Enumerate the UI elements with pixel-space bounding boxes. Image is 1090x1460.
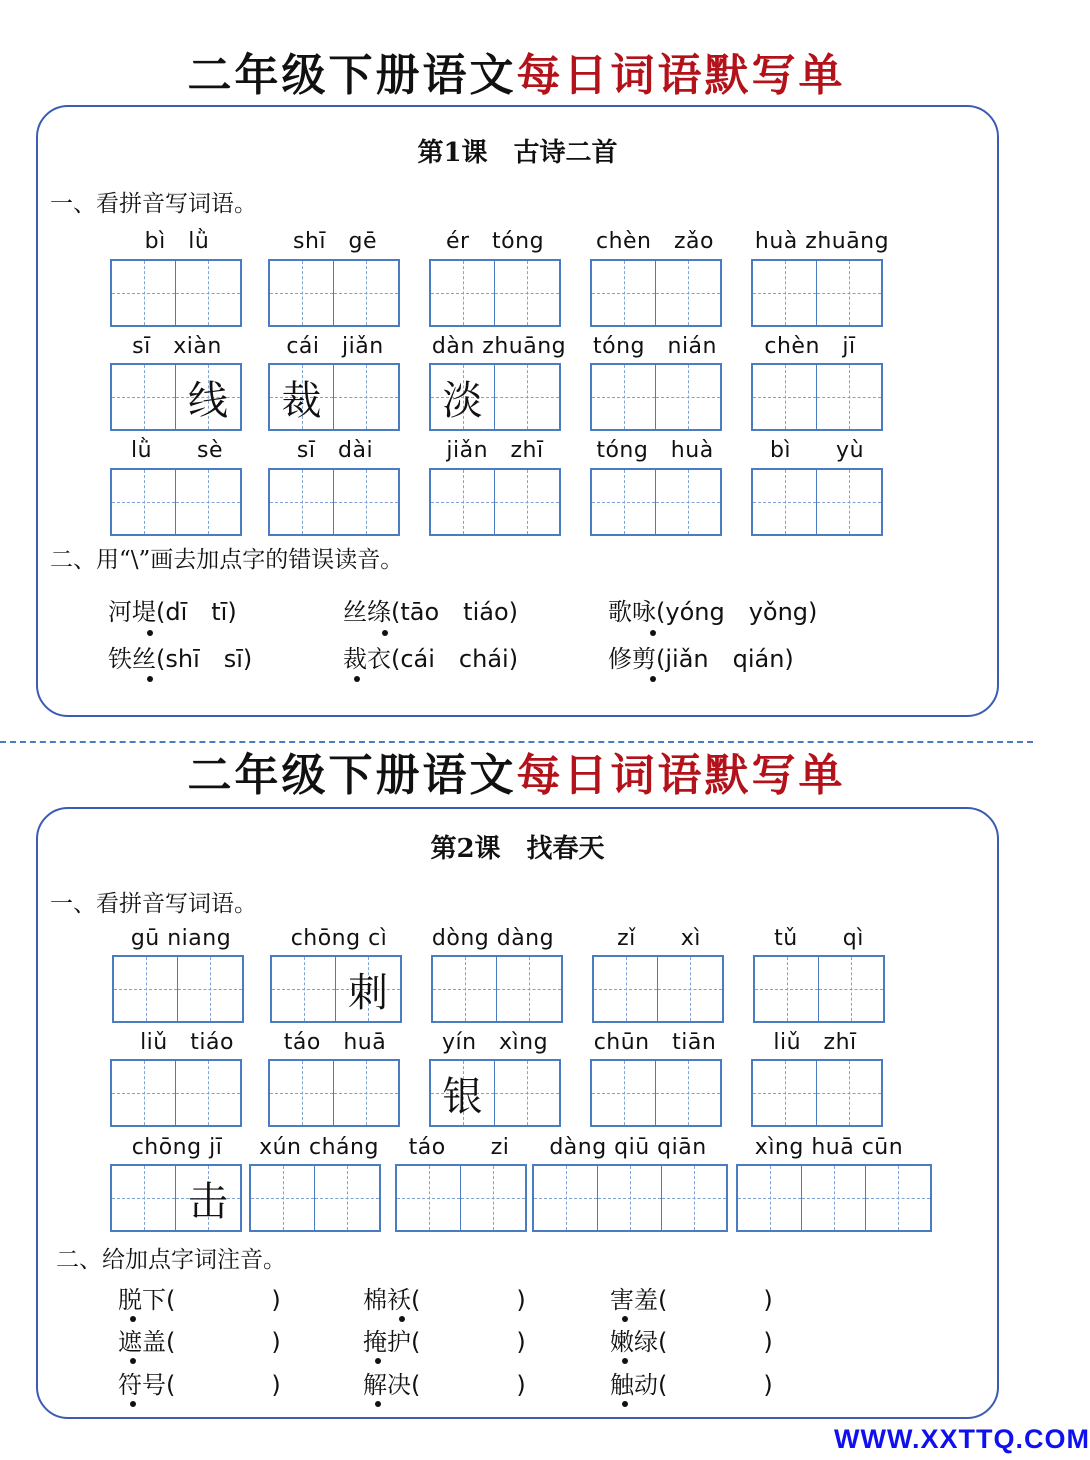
writing-grid[interactable] xyxy=(751,259,883,327)
writing-grid[interactable] xyxy=(590,1059,722,1127)
writing-grid[interactable] xyxy=(429,1059,561,1127)
emphasis-dot xyxy=(375,1401,381,1407)
reading-choice[interactable]: 丝绦(tāo tiáo) xyxy=(343,598,518,626)
sheet2-section2-heading: 二、给加点字词注音。 xyxy=(56,1247,286,1273)
sheet2-pinyin: chōng jī xyxy=(131,1135,223,1160)
writing-grid[interactable] xyxy=(590,363,722,431)
reading-choice[interactable]: 歌咏(yóng yǒng) xyxy=(608,598,818,626)
sheet1-section1-heading: 一、看拼音写词语。 xyxy=(50,191,257,217)
sheet2-pinyin: liǔ tiáo xyxy=(140,1030,234,1055)
reading-choice[interactable]: 修剪(jiǎn qián) xyxy=(608,645,794,673)
reading-choice[interactable]: 河堤(dī tī) xyxy=(108,598,237,626)
sheet2-pinyin: xìng huā cūn xyxy=(754,1135,904,1160)
sheet1-pinyin: dàn zhuāng xyxy=(431,334,567,359)
given-character: 裁 xyxy=(281,377,322,424)
writing-grid[interactable] xyxy=(751,468,883,536)
writing-grid[interactable] xyxy=(249,1164,381,1232)
writing-grid[interactable] xyxy=(751,363,883,431)
annotate-item[interactable]: 害羞( ) xyxy=(610,1286,773,1314)
sheet1-title-black: 二年级下册语文 xyxy=(187,50,517,101)
sheet1-lesson-title: 第1课 古诗二首 xyxy=(417,138,618,168)
emphasis-dot xyxy=(622,1401,628,1407)
given-character: 击 xyxy=(188,1178,228,1225)
sheet1-pinyin: ér tóng xyxy=(445,229,545,254)
sheet1-card xyxy=(36,105,999,717)
sheet2-pinyin: yín xìng xyxy=(441,1030,549,1055)
sheet1-pinyin: huà zhuāng xyxy=(754,229,890,254)
website-watermark[interactable]: WWW.XXTTQ.COM xyxy=(834,1424,1090,1454)
sheet2-pinyin: xún cháng xyxy=(259,1135,379,1160)
sheet2-section1-heading: 一、看拼音写词语。 xyxy=(50,891,257,917)
sheet1-pinyin: tóng nián xyxy=(593,334,717,359)
emphasis-dot xyxy=(650,676,656,682)
emphasis-dot xyxy=(382,630,388,636)
emphasis-dot xyxy=(399,1316,405,1322)
sheet1-section2-heading: 二、用“\”画去加点字的错误读音。 xyxy=(50,547,404,573)
sheet2-pinyin: dòng dàng xyxy=(431,926,555,951)
writing-grid[interactable] xyxy=(736,1164,932,1232)
sheet2-pinyin: dàng qiū qiān xyxy=(549,1135,707,1160)
annotate-item[interactable]: 脱下( ) xyxy=(118,1286,281,1314)
sheet2-title-red: 每日词语默写单 xyxy=(516,750,846,801)
writing-grid[interactable] xyxy=(268,1059,400,1127)
sheet2-pinyin: táo huā xyxy=(283,1030,387,1055)
given-character: 刺 xyxy=(348,969,388,1016)
writing-grid[interactable] xyxy=(110,1164,242,1232)
writing-grid[interactable] xyxy=(270,955,402,1023)
writing-grid[interactable] xyxy=(590,259,722,327)
sheet2-pinyin: chūn tiān xyxy=(593,1030,717,1055)
writing-grid[interactable] xyxy=(429,259,561,327)
reading-choice[interactable]: 裁衣(cái chái) xyxy=(343,645,519,673)
emphasis-dot xyxy=(622,1358,628,1364)
sheet2-pinyin: liǔ zhī xyxy=(773,1030,857,1055)
emphasis-dot xyxy=(130,1401,136,1407)
cut-line xyxy=(0,741,1033,743)
writing-grid[interactable] xyxy=(268,468,400,536)
sheet1-header xyxy=(0,48,1033,104)
emphasis-dot xyxy=(130,1316,136,1322)
annotate-item[interactable]: 遮盖( ) xyxy=(118,1328,281,1356)
writing-grid[interactable] xyxy=(429,363,561,431)
reading-choice[interactable]: 铁丝(shī sī) xyxy=(108,645,253,673)
sheet1-pinyin: jiǎn zhī xyxy=(446,438,544,463)
emphasis-dot xyxy=(130,1358,136,1364)
sheet1-pinyin: chèn jī xyxy=(764,334,856,359)
sheet1-pinyin: bì yù xyxy=(769,438,865,463)
writing-grid[interactable] xyxy=(590,468,722,536)
writing-grid[interactable] xyxy=(592,955,724,1023)
sheet1-pinyin: tóng huà xyxy=(596,438,714,463)
sheet1-pinyin: cái jiǎn xyxy=(286,334,384,359)
sheet2-pinyin: tǔ qì xyxy=(774,926,864,951)
given-character: 淡 xyxy=(442,377,483,424)
sheet2-pinyin: chōng cì xyxy=(290,926,388,951)
emphasis-dot xyxy=(650,630,656,636)
writing-grid[interactable] xyxy=(110,259,242,327)
emphasis-dot xyxy=(622,1316,628,1322)
annotate-item[interactable]: 掩护( ) xyxy=(363,1328,526,1356)
sheet1-pinyin: sī dài xyxy=(296,438,374,463)
sheet2-pinyin: táo zi xyxy=(408,1135,510,1160)
writing-grid[interactable] xyxy=(431,955,563,1023)
emphasis-dot xyxy=(354,676,360,682)
emphasis-dot xyxy=(375,1358,381,1364)
writing-grid[interactable] xyxy=(268,363,400,431)
sheet2-pinyin: gū niang xyxy=(130,926,232,951)
sheet2-pinyin: zǐ xì xyxy=(617,926,701,951)
annotate-item[interactable]: 嫩绿( ) xyxy=(610,1328,773,1356)
sheet2-header xyxy=(0,748,1033,804)
writing-grid[interactable] xyxy=(395,1164,527,1232)
sheet1-title-red: 每日词语默写单 xyxy=(516,50,846,101)
emphasis-dot xyxy=(147,630,153,636)
writing-grid[interactable] xyxy=(532,1164,728,1232)
sheet2-lesson-title: 第2课 找春天 xyxy=(430,834,605,864)
annotate-item[interactable]: 解决( ) xyxy=(363,1371,526,1399)
writing-grid[interactable] xyxy=(751,1059,883,1127)
sheet1-pinyin: sī xiàn xyxy=(132,334,222,359)
emphasis-dot xyxy=(147,676,153,682)
sheet1-pinyin: shī gē xyxy=(292,229,378,254)
given-character: 银 xyxy=(442,1073,483,1120)
sheet2-card xyxy=(36,807,999,1419)
given-character: 线 xyxy=(188,377,228,424)
annotate-item[interactable]: 触动( ) xyxy=(610,1371,773,1399)
annotate-item[interactable]: 棉袄( ) xyxy=(363,1286,526,1314)
writing-grid[interactable] xyxy=(110,363,242,431)
writing-grid[interactable] xyxy=(753,955,885,1023)
writing-grid[interactable] xyxy=(110,1059,242,1127)
sheet1-pinyin: lǜ sè xyxy=(130,438,224,463)
writing-grid[interactable] xyxy=(112,955,244,1023)
sheet2-title-black: 二年级下册语文 xyxy=(187,750,517,801)
sheet1-pinyin: chèn zǎo xyxy=(595,229,714,254)
writing-grid[interactable] xyxy=(268,259,400,327)
annotate-item[interactable]: 符号( ) xyxy=(118,1371,281,1399)
writing-grid[interactable] xyxy=(429,468,561,536)
sheet1-pinyin: bì lǜ xyxy=(144,229,210,254)
writing-grid[interactable] xyxy=(110,468,242,536)
